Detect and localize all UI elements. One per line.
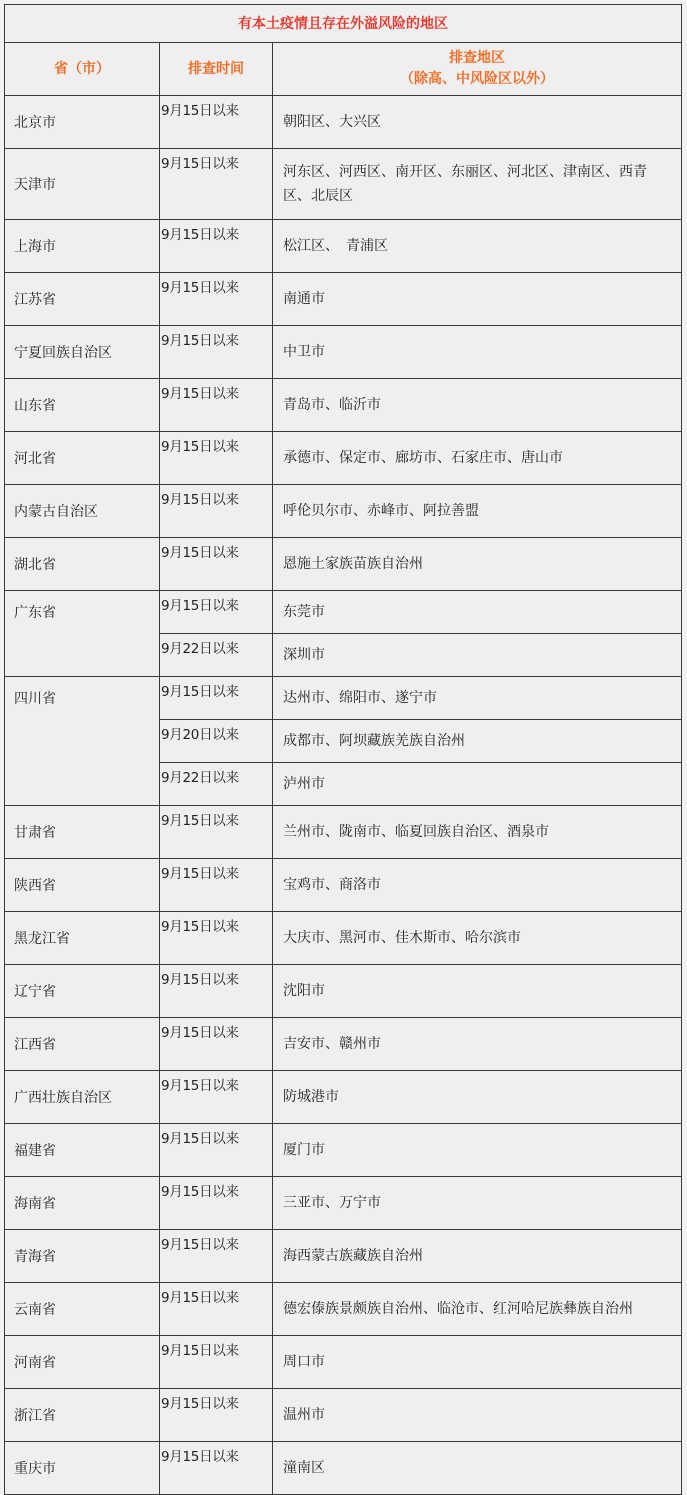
province-cell: 甘肃省 [5, 806, 160, 859]
table-row [5, 379, 682, 432]
province-cell: 北京市 [5, 96, 160, 149]
area-cell: 三亚市、万宁市 [273, 1177, 682, 1230]
time-cell: 9月15日以来 [160, 432, 273, 485]
header-area-line1: 排查地区 [449, 50, 505, 66]
area-cell: 兰州市、陇南市、临夏回族自治区、酒泉市 [273, 806, 682, 859]
time-cell: 9月15日以来 [160, 591, 273, 634]
area-cell: 海西蒙古族藏族自治州 [273, 1230, 682, 1283]
province-cell: 上海市 [5, 220, 160, 273]
header-province: 省（市） [5, 43, 160, 96]
area-cell: 温州市 [273, 1389, 682, 1442]
time-cell: 9月15日以来 [160, 96, 273, 149]
time-cell: 9月15日以来 [160, 1230, 273, 1283]
header-time: 排查时间 [160, 43, 273, 96]
header-area [273, 43, 682, 96]
time-cell: 9月15日以来 [160, 149, 273, 220]
table-row [5, 965, 682, 1018]
area-cell: 朝阳区、大兴区 [273, 96, 682, 149]
table-row [5, 1124, 682, 1177]
table-row [5, 591, 682, 634]
time-cell: 9月15日以来 [160, 912, 273, 965]
table-row [5, 1177, 682, 1230]
area-cell: 厦门市 [273, 1124, 682, 1177]
time-cell: 9月15日以来 [160, 273, 273, 326]
table-row [5, 326, 682, 379]
area-cell: 大庆市、黑河市、佳木斯市、哈尔滨市 [273, 912, 682, 965]
province-cell: 浙江省 [5, 1389, 160, 1442]
area-cell: 深圳市 [273, 634, 682, 677]
time-cell: 9月15日以来 [160, 1336, 273, 1389]
area-cell: 南通市 [273, 273, 682, 326]
table-row [5, 432, 682, 485]
area-cell: 泸州市 [273, 763, 682, 806]
table-row [5, 1389, 682, 1442]
time-cell: 9月15日以来 [160, 1442, 273, 1495]
province-cell: 河南省 [5, 1336, 160, 1389]
area-cell: 河东区、河西区、南开区、东丽区、河北区、津南区、西青区、北辰区 [273, 149, 682, 220]
time-cell: 9月15日以来 [160, 379, 273, 432]
area-cell: 周口市 [273, 1336, 682, 1389]
province-cell: 福建省 [5, 1124, 160, 1177]
table-row [5, 485, 682, 538]
time-cell: 9月15日以来 [160, 859, 273, 912]
time-cell: 9月15日以来 [160, 1071, 273, 1124]
time-cell: 9月15日以来 [160, 1177, 273, 1230]
table-row [5, 1442, 682, 1495]
table-row [5, 677, 682, 720]
area-cell: 潼南区 [273, 1442, 682, 1495]
table-header-row [5, 43, 682, 96]
time-cell: 9月15日以来 [160, 538, 273, 591]
province-cell: 江苏省 [5, 273, 160, 326]
time-cell: 9月15日以来 [160, 806, 273, 859]
province-cell: 宁夏回族自治区 [5, 326, 160, 379]
table-row [5, 806, 682, 859]
area-cell: 成都市、阿坝藏族羌族自治州 [273, 720, 682, 763]
table-title-row [5, 5, 682, 43]
province-cell: 海南省 [5, 1177, 160, 1230]
province-cell: 黑龙江省 [5, 912, 160, 965]
area-cell: 中卫市 [273, 326, 682, 379]
table-row [5, 149, 682, 220]
province-cell: 山东省 [5, 379, 160, 432]
area-cell: 松江区、 青浦区 [273, 220, 682, 273]
time-cell: 9月20日以来 [160, 720, 273, 763]
province-cell: 内蒙古自治区 [5, 485, 160, 538]
risk-area-table [4, 4, 682, 1495]
area-cell: 青岛市、临沂市 [273, 379, 682, 432]
province-cell: 云南省 [5, 1283, 160, 1336]
province-cell: 重庆市 [5, 1442, 160, 1495]
time-cell: 9月15日以来 [160, 485, 273, 538]
table-row [5, 912, 682, 965]
table-title: 有本土疫情且存在外溢风险的地区 [5, 5, 682, 43]
table-row [5, 273, 682, 326]
time-cell: 9月15日以来 [160, 1018, 273, 1071]
province-cell: 河北省 [5, 432, 160, 485]
time-cell: 9月22日以来 [160, 634, 273, 677]
time-cell: 9月15日以来 [160, 677, 273, 720]
area-cell: 东莞市 [273, 591, 682, 634]
table-row [5, 1018, 682, 1071]
area-cell: 承德市、保定市、廊坊市、石家庄市、唐山市 [273, 432, 682, 485]
table-row [5, 220, 682, 273]
time-cell: 9月15日以来 [160, 326, 273, 379]
area-cell: 沈阳市 [273, 965, 682, 1018]
area-cell: 防城港市 [273, 1071, 682, 1124]
table-row [5, 1336, 682, 1389]
province-cell: 青海省 [5, 1230, 160, 1283]
time-cell: 9月15日以来 [160, 1389, 273, 1442]
table-body [5, 96, 682, 1495]
time-cell: 9月15日以来 [160, 965, 273, 1018]
time-cell: 9月22日以来 [160, 763, 273, 806]
table-row [5, 538, 682, 591]
area-cell: 宝鸡市、商洛市 [273, 859, 682, 912]
area-cell: 呼伦贝尔市、赤峰市、阿拉善盟 [273, 485, 682, 538]
risk-area-table-container [4, 4, 681, 1495]
area-cell: 达州市、绵阳市、遂宁市 [273, 677, 682, 720]
table-row [5, 1071, 682, 1124]
province-cell: 江西省 [5, 1018, 160, 1071]
area-cell: 恩施土家族苗族自治州 [273, 538, 682, 591]
province-cell: 湖北省 [5, 538, 160, 591]
time-cell: 9月15日以来 [160, 220, 273, 273]
time-cell: 9月15日以来 [160, 1283, 273, 1336]
header-area-line2: （除高、中风险区以外） [400, 71, 554, 87]
province-cell: 广东省 [5, 591, 160, 677]
table-row [5, 96, 682, 149]
province-cell: 陕西省 [5, 859, 160, 912]
table-row [5, 1230, 682, 1283]
province-cell: 广西壮族自治区 [5, 1071, 160, 1124]
province-cell: 天津市 [5, 149, 160, 220]
province-cell: 辽宁省 [5, 965, 160, 1018]
table-row [5, 859, 682, 912]
province-cell: 四川省 [5, 677, 160, 806]
area-cell: 吉安市、赣州市 [273, 1018, 682, 1071]
table-row [5, 1283, 682, 1336]
time-cell: 9月15日以来 [160, 1124, 273, 1177]
area-cell: 德宏傣族景颇族自治州、临沧市、红河哈尼族彝族自治州 [273, 1283, 682, 1336]
